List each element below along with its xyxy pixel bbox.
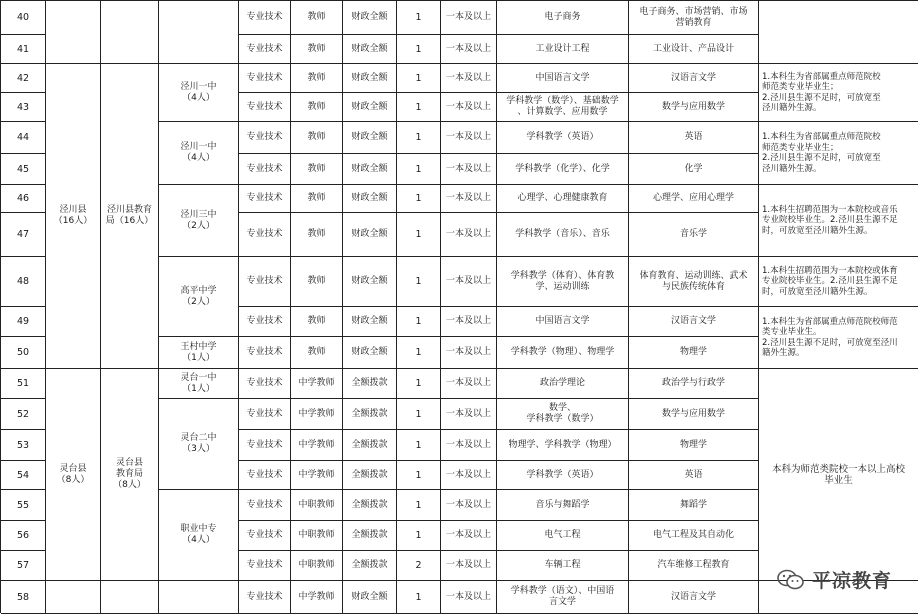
category-cell: 专业技术 bbox=[239, 64, 291, 93]
post-cell: 中学教师 bbox=[291, 461, 343, 490]
row-number: 53 bbox=[1, 430, 46, 461]
undergrad-major-cell: 政治学理论 bbox=[497, 369, 629, 399]
education-cell: 一本及以上 bbox=[441, 154, 497, 185]
watermark bbox=[776, 566, 892, 593]
unit-cell: 灵台一中 （1人） bbox=[159, 369, 239, 399]
post-cell: 中学教师 bbox=[291, 581, 343, 614]
grad-major-cell: 工业设计、产品设计 bbox=[629, 35, 759, 64]
grad-major-cell: 汉语言文学 bbox=[629, 581, 759, 614]
grad-major-cell: 体育教育、运动训练、武术 与民族传统体育 bbox=[629, 257, 759, 307]
grad-major-cell: 心理学、应用心理学 bbox=[629, 185, 759, 213]
row-number: 56 bbox=[1, 521, 46, 551]
funding-cell: 全额拨款 bbox=[343, 461, 397, 490]
category-cell: 专业技术 bbox=[239, 581, 291, 614]
count-cell: 2 bbox=[397, 551, 441, 581]
undergrad-major-cell: 电子商务 bbox=[497, 1, 629, 35]
education-cell: 一本及以上 bbox=[441, 369, 497, 399]
funding-cell: 财政全额 bbox=[343, 581, 397, 614]
unit-cell: 泾川三中 （2人） bbox=[159, 185, 239, 257]
remark-cell: 1.本科生为省部属重点师范院校师范 类专业毕业生。 2.泾川县生源不足时，可放宽至泾川 籍外生源。 bbox=[759, 307, 918, 369]
count-cell: 1 bbox=[397, 521, 441, 551]
education-cell: 一本及以上 bbox=[441, 430, 497, 461]
funding-cell: 财政全额 bbox=[343, 185, 397, 213]
undergrad-major-cell: 学科教学（英语） bbox=[497, 461, 629, 490]
remark-cell bbox=[759, 1, 918, 64]
funding-cell: 全额拨款 bbox=[343, 369, 397, 399]
education-cell: 一本及以上 bbox=[441, 35, 497, 64]
category-cell: 专业技术 bbox=[239, 35, 291, 64]
category-cell: 专业技术 bbox=[239, 461, 291, 490]
education-cell: 一本及以上 bbox=[441, 399, 497, 430]
grad-major-cell: 英语 bbox=[629, 461, 759, 490]
remark-cell: 1.本科生为省部属重点师范院校 师范类专业毕业生； 2.泾川县生源不足时，可放宽至 泾川籍外生源。 bbox=[759, 122, 918, 185]
post-cell: 教师 bbox=[291, 257, 343, 307]
count-cell: 1 bbox=[397, 369, 441, 399]
grad-major-cell: 电气工程及其自动化 bbox=[629, 521, 759, 551]
post-cell: 中职教师 bbox=[291, 490, 343, 521]
education-cell: 一本及以上 bbox=[441, 490, 497, 521]
row-number: 57 bbox=[1, 551, 46, 581]
post-cell: 中学教师 bbox=[291, 430, 343, 461]
post-cell: 教师 bbox=[291, 64, 343, 93]
unit-cell: 王村中学 （1人） bbox=[159, 337, 239, 369]
post-cell: 教师 bbox=[291, 307, 343, 337]
department-cell bbox=[101, 1, 159, 64]
undergrad-major-cell: 学科教学（英语） bbox=[497, 122, 629, 154]
undergrad-major-cell: 学科教学（体育）、体育教 学、运动训练 bbox=[497, 257, 629, 307]
post-cell: 教师 bbox=[291, 154, 343, 185]
funding-cell: 财政全额 bbox=[343, 307, 397, 337]
row-number: 47 bbox=[1, 213, 46, 257]
category-cell: 专业技术 bbox=[239, 154, 291, 185]
row-number: 40 bbox=[1, 1, 46, 35]
unit-cell: 职业中专 （4人） bbox=[159, 490, 239, 581]
funding-cell: 财政全额 bbox=[343, 35, 397, 64]
department-cell: 灵台县 教育局 （8人） bbox=[101, 369, 159, 581]
row-number: 54 bbox=[1, 461, 46, 490]
post-cell: 教师 bbox=[291, 93, 343, 122]
county-cell: 泾川县 （16人） bbox=[46, 64, 101, 369]
count-cell: 1 bbox=[397, 213, 441, 257]
grad-major-cell: 舞蹈学 bbox=[629, 490, 759, 521]
row-number: 46 bbox=[1, 185, 46, 213]
undergrad-major-cell: 学科教学（语文）、中国语 言文学 bbox=[497, 581, 629, 614]
undergrad-major-cell: 心理学、心理健康教育 bbox=[497, 185, 629, 213]
remark-cell: 本科为师范类院校一本以上高校 毕业生 bbox=[759, 369, 918, 581]
row-number: 51 bbox=[1, 369, 46, 399]
category-cell: 专业技术 bbox=[239, 185, 291, 213]
unit-cell: 高平中学 （2人） bbox=[159, 257, 239, 337]
unit-cell bbox=[159, 581, 239, 614]
county-cell bbox=[46, 581, 101, 614]
count-cell: 1 bbox=[397, 461, 441, 490]
category-cell: 专业技术 bbox=[239, 213, 291, 257]
post-cell: 教师 bbox=[291, 213, 343, 257]
education-cell: 一本及以上 bbox=[441, 64, 497, 93]
county-cell: 灵台县 （8人） bbox=[46, 369, 101, 581]
grad-major-cell: 数学与应用数学 bbox=[629, 93, 759, 122]
post-cell: 教师 bbox=[291, 185, 343, 213]
undergrad-major-cell: 学科教学（物理）、物理学 bbox=[497, 337, 629, 369]
unit-cell: 灵台二中 （3人） bbox=[159, 399, 239, 490]
funding-cell: 全额拨款 bbox=[343, 430, 397, 461]
count-cell: 1 bbox=[397, 337, 441, 369]
post-cell: 中学教师 bbox=[291, 369, 343, 399]
category-cell: 专业技术 bbox=[239, 369, 291, 399]
department-cell bbox=[101, 581, 159, 614]
count-cell: 1 bbox=[397, 581, 441, 614]
funding-cell: 财政全额 bbox=[343, 1, 397, 35]
category-cell: 专业技术 bbox=[239, 399, 291, 430]
undergrad-major-cell: 车辆工程 bbox=[497, 551, 629, 581]
undergrad-major-cell: 学科教学（数学）、基础数学 、计算数学、应用数学 bbox=[497, 93, 629, 122]
funding-cell: 财政全额 bbox=[343, 122, 397, 154]
row-number: 43 bbox=[1, 93, 46, 122]
funding-cell: 财政全额 bbox=[343, 154, 397, 185]
grad-major-cell: 汽车维修工程教育 bbox=[629, 551, 759, 581]
post-cell: 教师 bbox=[291, 122, 343, 154]
count-cell: 1 bbox=[397, 257, 441, 307]
undergrad-major-cell: 学科教学（音乐）、音乐 bbox=[497, 213, 629, 257]
grad-major-cell: 汉语言文学 bbox=[629, 64, 759, 93]
post-cell: 教师 bbox=[291, 35, 343, 64]
category-cell: 专业技术 bbox=[239, 122, 291, 154]
category-cell: 专业技术 bbox=[239, 551, 291, 581]
education-cell: 一本及以上 bbox=[441, 581, 497, 614]
remark-cell: 1.本科生招聘范围为一本院校或体育 专业院校毕业生。2.泾川县生源不足 时，可放宽至泾川籍外生源。 bbox=[759, 257, 918, 307]
funding-cell: 财政全额 bbox=[343, 257, 397, 307]
row-number: 49 bbox=[1, 307, 46, 337]
row-number: 52 bbox=[1, 399, 46, 430]
post-cell: 中学教师 bbox=[291, 399, 343, 430]
undergrad-major-cell: 中国语言文学 bbox=[497, 64, 629, 93]
education-cell: 一本及以上 bbox=[441, 93, 497, 122]
category-cell: 专业技术 bbox=[239, 430, 291, 461]
funding-cell: 财政全额 bbox=[343, 337, 397, 369]
grad-major-cell: 物理学 bbox=[629, 430, 759, 461]
count-cell: 1 bbox=[397, 154, 441, 185]
funding-cell: 全额拨款 bbox=[343, 490, 397, 521]
count-cell: 1 bbox=[397, 122, 441, 154]
funding-cell: 全额拨款 bbox=[343, 521, 397, 551]
category-cell: 专业技术 bbox=[239, 1, 291, 35]
funding-cell: 财政全额 bbox=[343, 64, 397, 93]
post-cell: 中职教师 bbox=[291, 551, 343, 581]
unit-cell: 泾川一中 （4人） bbox=[159, 122, 239, 185]
count-cell: 1 bbox=[397, 399, 441, 430]
grad-major-cell: 汉语言文学 bbox=[629, 307, 759, 337]
education-cell: 一本及以上 bbox=[441, 213, 497, 257]
row-number: 48 bbox=[1, 257, 46, 307]
row-number: 45 bbox=[1, 154, 46, 185]
row-number: 55 bbox=[1, 490, 46, 521]
category-cell: 专业技术 bbox=[239, 307, 291, 337]
funding-cell: 财政全额 bbox=[343, 93, 397, 122]
post-cell: 中职教师 bbox=[291, 521, 343, 551]
undergrad-major-cell: 电气工程 bbox=[497, 521, 629, 551]
category-cell: 专业技术 bbox=[239, 257, 291, 307]
funding-cell: 财政全额 bbox=[343, 213, 397, 257]
grad-major-cell: 英语 bbox=[629, 122, 759, 154]
undergrad-major-cell: 工业设计工程 bbox=[497, 35, 629, 64]
post-cell: 教师 bbox=[291, 337, 343, 369]
education-cell: 一本及以上 bbox=[441, 257, 497, 307]
undergrad-major-cell: 物理学、学科教学（物理） bbox=[497, 430, 629, 461]
county-cell bbox=[46, 1, 101, 64]
education-cell: 一本及以上 bbox=[441, 185, 497, 213]
remark-cell: 1.本科生为省部属重点师范院校 师范类专业毕业生； 2.泾川县生源不足时，可放宽至 泾川籍外生源。 bbox=[759, 64, 918, 122]
row-number: 41 bbox=[1, 35, 46, 64]
grad-major-cell: 政治学与行政学 bbox=[629, 369, 759, 399]
grad-major-cell: 数学与应用数学 bbox=[629, 399, 759, 430]
grad-major-cell: 电子商务、市场营销、市场 营销教育 bbox=[629, 1, 759, 35]
education-cell: 一本及以上 bbox=[441, 521, 497, 551]
category-cell: 专业技术 bbox=[239, 337, 291, 369]
row-number: 50 bbox=[1, 337, 46, 369]
undergrad-major-cell: 数学、 学科教学（数学） bbox=[497, 399, 629, 430]
row-number: 42 bbox=[1, 64, 46, 93]
grad-major-cell: 化学 bbox=[629, 154, 759, 185]
count-cell: 1 bbox=[397, 93, 441, 122]
funding-cell: 全额拨款 bbox=[343, 399, 397, 430]
row-number: 58 bbox=[1, 581, 46, 614]
row-number: 44 bbox=[1, 122, 46, 154]
count-cell: 1 bbox=[397, 430, 441, 461]
grad-major-cell: 音乐学 bbox=[629, 213, 759, 257]
undergrad-major-cell: 音乐与舞蹈学 bbox=[497, 490, 629, 521]
education-cell: 一本及以上 bbox=[441, 122, 497, 154]
grad-major-cell: 物理学 bbox=[629, 337, 759, 369]
category-cell: 专业技术 bbox=[239, 521, 291, 551]
count-cell: 1 bbox=[397, 185, 441, 213]
education-cell: 一本及以上 bbox=[441, 461, 497, 490]
unit-cell bbox=[159, 1, 239, 64]
education-cell: 一本及以上 bbox=[441, 551, 497, 581]
category-cell: 专业技术 bbox=[239, 490, 291, 521]
education-cell: 一本及以上 bbox=[441, 307, 497, 337]
post-cell: 教师 bbox=[291, 1, 343, 35]
undergrad-major-cell: 中国语言文学 bbox=[497, 307, 629, 337]
education-cell: 一本及以上 bbox=[441, 337, 497, 369]
undergrad-major-cell: 学科教学（化学）、化学 bbox=[497, 154, 629, 185]
remark-cell: 1.本科生招聘范围为一本院校或音乐 专业院校毕业生。2.泾川县生源不足 时，可放宽至泾川籍外生源。 bbox=[759, 185, 918, 257]
count-cell: 1 bbox=[397, 64, 441, 93]
department-cell: 泾川县教育 局（16人） bbox=[101, 64, 159, 369]
count-cell: 1 bbox=[397, 1, 441, 35]
category-cell: 专业技术 bbox=[239, 93, 291, 122]
education-cell: 一本及以上 bbox=[441, 1, 497, 35]
watermark-label: 平凉教育 bbox=[811, 570, 892, 592]
unit-cell: 泾川一中 （4人） bbox=[159, 64, 239, 122]
count-cell: 1 bbox=[397, 490, 441, 521]
funding-cell: 全额拨款 bbox=[343, 551, 397, 581]
count-cell: 1 bbox=[397, 35, 441, 64]
wechat-icon bbox=[776, 568, 806, 592]
count-cell: 1 bbox=[397, 307, 441, 337]
